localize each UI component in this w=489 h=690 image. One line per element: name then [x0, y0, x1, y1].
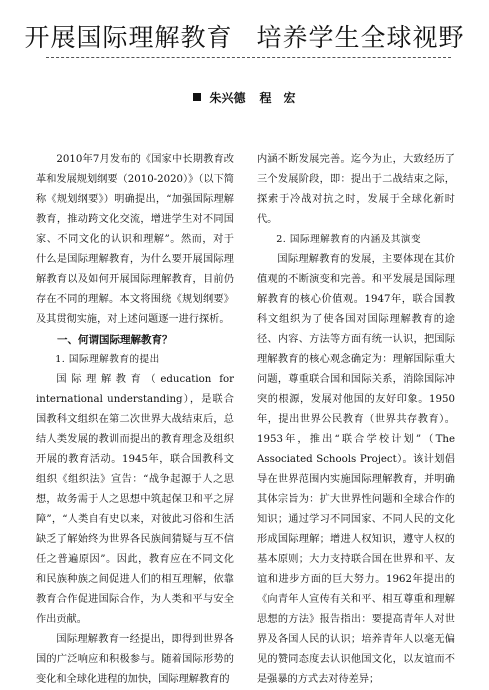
title-part-2: 培养学生全球视野 [256, 23, 465, 52]
paragraph: 国际理解教育的发展，主要体现在其价值观的不断演变和完善。和平发展是国际理解教育的核心价值观。1947年，联合国教科文组织为了使各国对国际理解教育的途径、内容、方法等方面有统一认识，把国际理解教育的核心观念确定为：理解国际重大问题，尊重联合国和国际关系，消除国际冲突的根源，发展对他国的友好印象。1950年，提出世界公民教育（世界共存教育）。1953年，推出“联合学校计划”（The Associated Schools Project）。该计划倡导在世界范围内实施国际理解教育，并明确其体宗旨为：扩大世界性问题和全球合作的知识；通过学习不同国家、不同人民的文化形成国际理解；增进人权知识，遵守人权的基本原则；大力支持联合国在世界和平、友谊和进步方面的巨大努力。1962年提出的《向青年人宣传有关和平、相互尊重和理解思想的方法》报告指出：要提高青年人对世界及各国人民的认识；培养青年人以毫无偏见的赞同态度去认识他国文化，以友谊而不是强暴的方式去对待差异； [257, 254, 455, 685]
subsection-heading: 2. 国际理解教育的内涵及其演变 [276, 234, 422, 245]
article-title [0, 18, 489, 54]
author-1: 朱兴德 [209, 91, 246, 105]
title-part-1: 开展国际理解教育 [24, 23, 233, 52]
paragraph: 国际理解教育（education for international understanding），是联合国教科文组织在第二次世界大战结束后，总结人类发展的教训而提出的教育理念及组织开展的教育活动。1945年，联合国教科文组织《组织法》宣告：“战争起源于人之思想，故务需于人之思想中筑起保卫和平之屏障”，“人类自有史以来，对彼此习俗和生活缺乏了解始终为世界各民族间猜疑与互不信任之普遍原因”。因此，教育应在不同文化和民族种族之间促进人们的相互理解，依靠教育合作促进国际合作，为人类和平与安全作出贡献。 [36, 374, 234, 625]
author-line [0, 89, 489, 106]
subsection-heading: 1. 国际理解教育的提出 [55, 354, 160, 365]
paragraph: 国际理解教育一经提出，即得到世界各国的广泛响应和积极参与。随着国际形势的变化和全球化进程的加快，国际理解教育的 [36, 634, 234, 685]
right-column [257, 150, 455, 690]
paragraph: 内涵不断发展完善。迄今为止，大致经历了三个发展阶段，即：提出于二战结束之际，探索于冷战对抗之时，发展于全球化新时代。 [257, 154, 455, 225]
section-heading: 一、何谓国际理解教育？ [57, 334, 173, 346]
square-bullet-icon [193, 93, 201, 101]
title-divider [46, 57, 451, 58]
author-2: 程 宏 [259, 91, 296, 105]
left-column [36, 150, 234, 690]
paragraph: 2010年7月发布的《国家中长期教育改革和发展规划纲要（2010-2020）》（以下简称《规划纲要》）明确提出，“加强国际理解教育，推动跨文化交流，增进学生对不同国家、不同文化的认识和理解”。然而，对于什么是国际理解教育，为什么要开展国际理解教育以及如何开展国际理解教育，目前仍存在不同的理解。本文将围绕《规划纲要》及其贯彻实施，对上述问题逐一进行探析。 [36, 154, 234, 325]
